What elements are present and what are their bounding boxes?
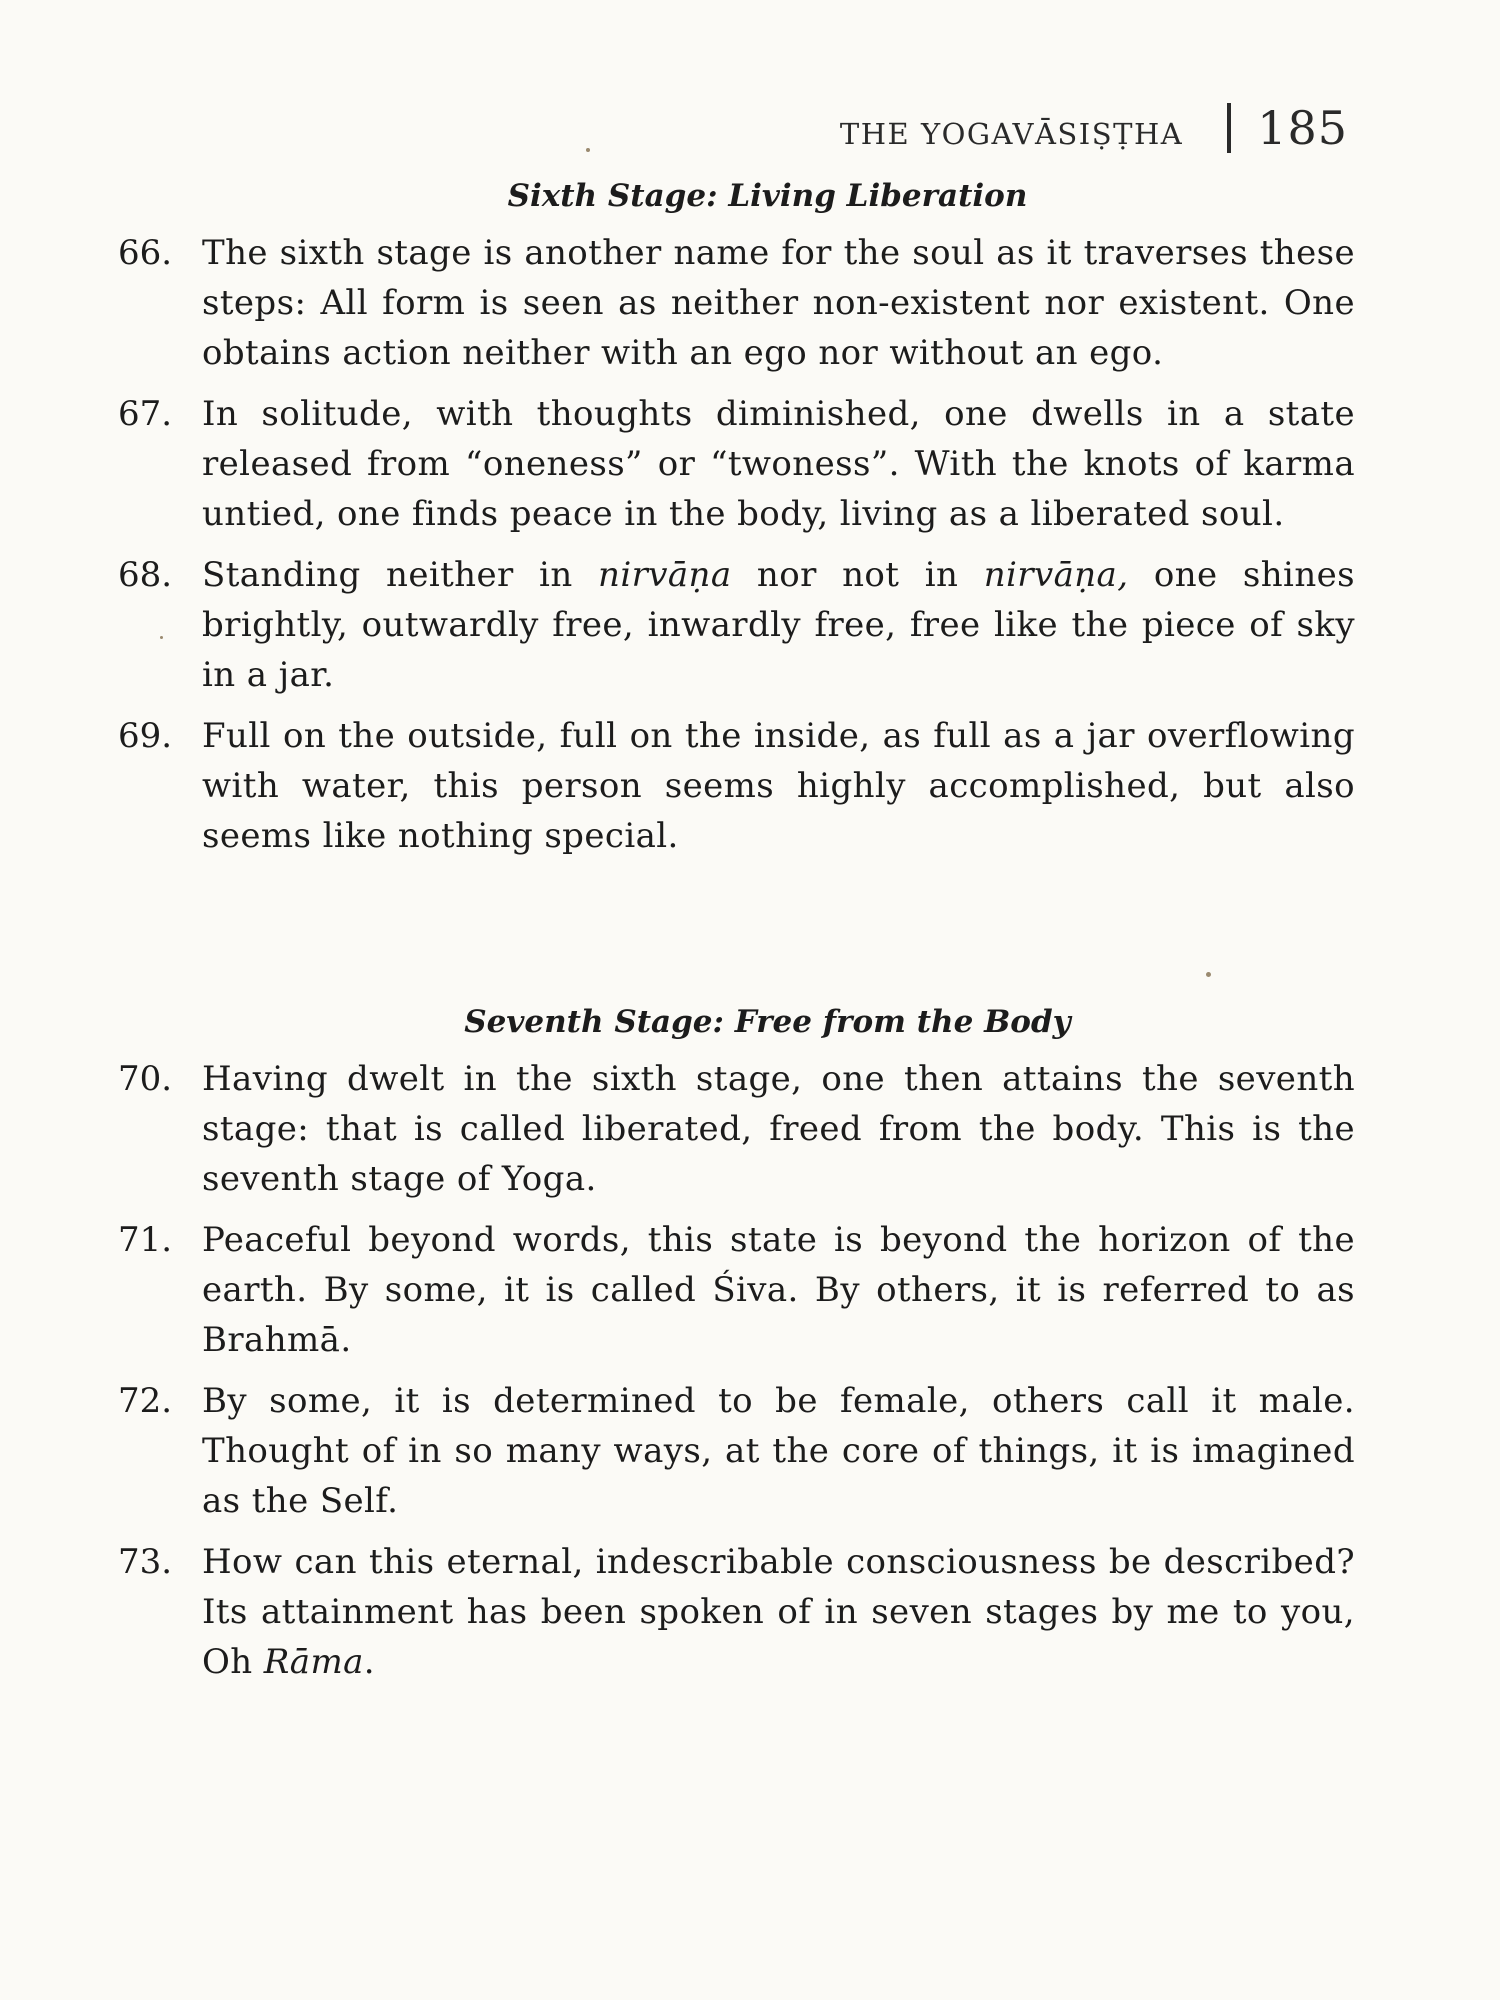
italic-term: Rāma	[263, 1642, 364, 1682]
verse-text	[202, 550, 1355, 700]
verse-number: 72.	[118, 1381, 173, 1421]
header-divider	[1227, 103, 1231, 153]
page-number: 185	[1257, 101, 1348, 155]
verse-number: 68.	[118, 555, 173, 595]
running-head	[840, 98, 1348, 158]
section-sixth-stage	[110, 178, 1355, 872]
italic-term: nirvāṇa	[598, 555, 732, 595]
verse-text-part: Standing neither in	[202, 555, 599, 595]
verse-number: 73.	[118, 1542, 173, 1582]
section-title: Seventh Stage: Free from the Body	[464, 1004, 1071, 1040]
verse-number: 66.	[118, 233, 173, 273]
verse-68	[110, 550, 1355, 700]
verse-66	[110, 228, 1355, 378]
verse-73	[110, 1537, 1355, 1687]
section-seventh-stage	[110, 1004, 1355, 1698]
verse-text: In solitude, with thoughts diminished, one dwells in a state released from “oneness” or “twoness”. With the knots of karma untied, one finds peace in the body, living as a liberated soul.	[202, 394, 1355, 534]
verse-text: By some, it is determined to be female, others call it male. Thought of in so many ways, at the core of things, it is imagined as the Self.	[202, 1381, 1355, 1521]
paper-speck	[160, 636, 163, 639]
verse-text: Peaceful beyond words, this state is beyond the horizon of the earth. By some, it is called Śiva. By others, it is referred to as Brahmā.	[202, 1220, 1355, 1360]
verse-text-part: How can this eternal, indescribable consciousness be described? Its attainment has been spoken of in seven stages by me to you, Oh	[202, 1542, 1355, 1682]
verse-text-part: .	[363, 1642, 375, 1682]
verse-text-part: one shines brightly, outwardly free, inwardly free, free like the piece of sky in a jar.	[202, 555, 1355, 695]
verse-text	[202, 1537, 1355, 1687]
verse-text-part: nor not in	[731, 555, 984, 595]
running-title: THE YOGAVĀSIṢṬHA	[839, 117, 1184, 151]
italic-term: nirvāṇa,	[983, 555, 1129, 595]
verse-number: 67.	[118, 394, 173, 434]
section-title: Sixth Stage: Living Liberation	[507, 178, 1028, 214]
verse-72	[110, 1376, 1355, 1526]
verse-text: Full on the outside, full on the inside, as full as a jar overflowing with water, this person seems highly accomplished, but also seems like nothing special.	[202, 716, 1355, 856]
verse-71	[110, 1215, 1355, 1365]
verse-text: The sixth stage is another name for the soul as it traverses these steps: All form is seen as neither non-existent nor existent. One obtains action neither with an ego nor without an ego.	[202, 233, 1355, 373]
verse-70	[110, 1054, 1355, 1204]
verse-number: 69.	[118, 716, 173, 756]
verse-number: 71.	[118, 1220, 173, 1260]
verse-67	[110, 389, 1355, 539]
paper-speck	[586, 148, 590, 152]
verse-69	[110, 711, 1355, 861]
verse-text: Having dwelt in the sixth stage, one then attains the seventh stage: that is called liberated, freed from the body. This is the seventh stage of Yoga.	[202, 1059, 1355, 1199]
paper-speck	[1206, 972, 1211, 977]
verse-number: 70.	[118, 1059, 173, 1099]
